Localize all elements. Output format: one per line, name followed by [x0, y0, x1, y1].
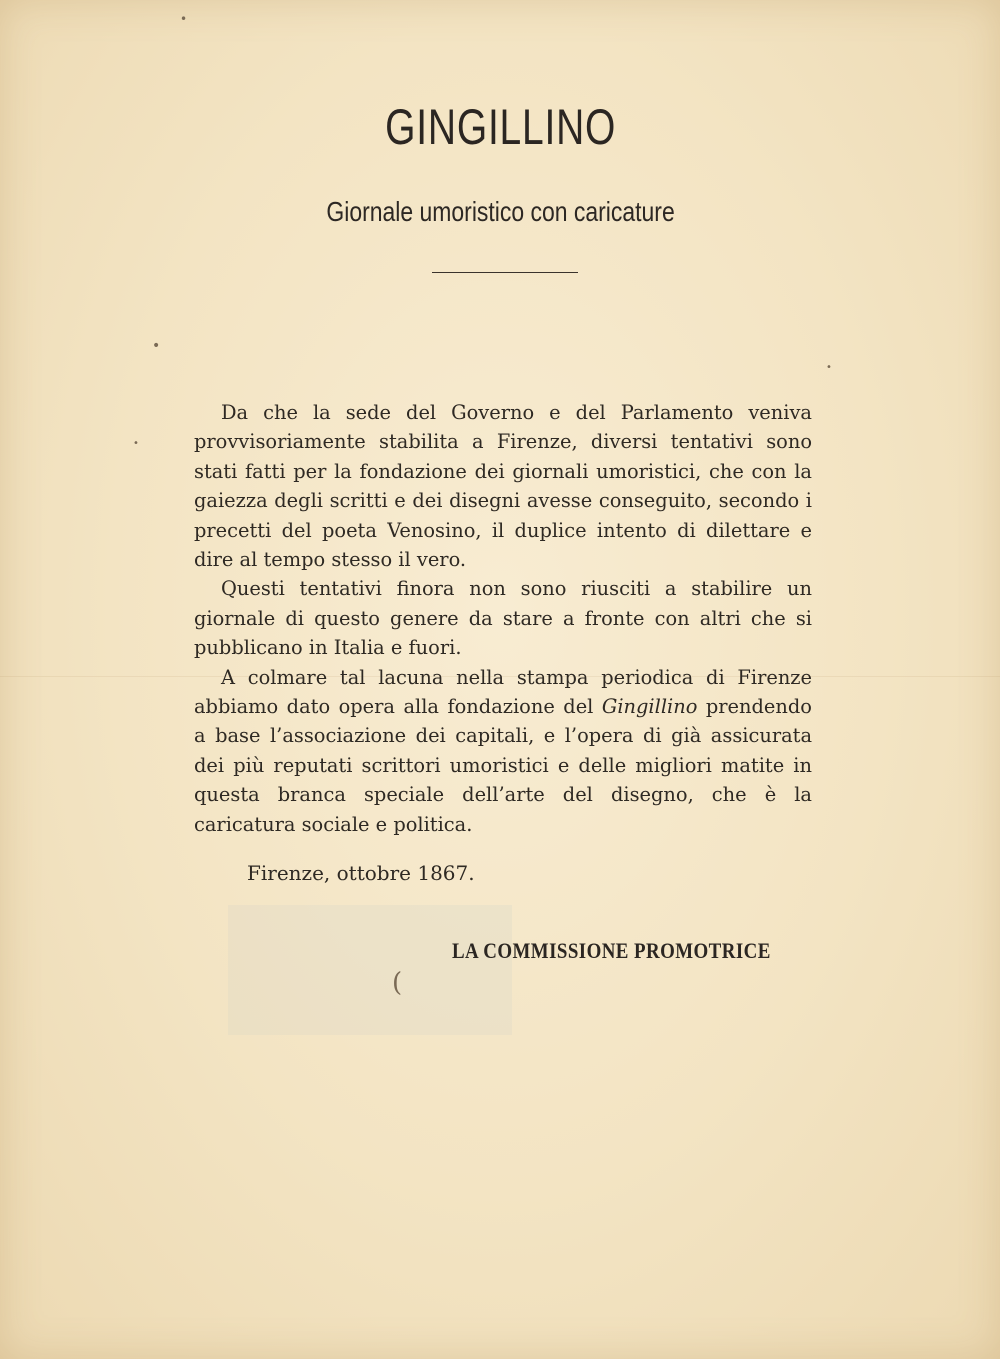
newspaper-name: Gingillino — [601, 695, 698, 719]
paragraph-3-text-before: A colmare tal lacuna nella stampa periodica di Firenze abbiamo dato opera alla fondazione del — [194, 665, 812, 719]
paragraph-3 — [194, 663, 812, 839]
paragraph-3-text-after: prendendo a base l’associazione dei capitali, e l’opera di già assicurata dei più reputati scrittori umoristici e delle migliori matite in questa branca speciale dell’arte del disegno, che è la caricatura sociale e politica. — [194, 695, 812, 836]
page-subtitle: Giornale umoristico con caricature — [326, 196, 675, 227]
page-title: GINGILLINO — [385, 99, 617, 155]
title-divider — [432, 272, 578, 273]
signature: LA COMMISSIONE PROMOTRICE — [452, 938, 771, 963]
place-date: Firenze, ottobre 1867. — [247, 861, 475, 885]
paragraph-1: Da che la sede del Governo e del Parlamento veniva provvisoriamente stabilita a Firenze, diversi tentativi sono stati fatti per la fondazione dei giornali umoristici, che con la gaiezza degli scritti e dei disegni avesse conseguito, secondo i precetti del poeta Venosino, il duplice intento di dilettare e dire al tempo stesso il vero. — [194, 401, 812, 572]
paper-speck: • — [826, 362, 832, 373]
paper-speck: • — [152, 338, 161, 354]
paper-mark: ( — [392, 968, 403, 998]
paper-stain — [228, 905, 512, 1035]
announcement-body — [194, 398, 812, 839]
paragraph-2: Questi tentativi finora non sono riusciti a stabilire un giornale di questo genere da stare a fronte con altri che si pubblicano in Italia e fuori. — [194, 577, 812, 660]
paper-speck: • — [133, 438, 139, 449]
paper-speck: • — [180, 12, 188, 26]
